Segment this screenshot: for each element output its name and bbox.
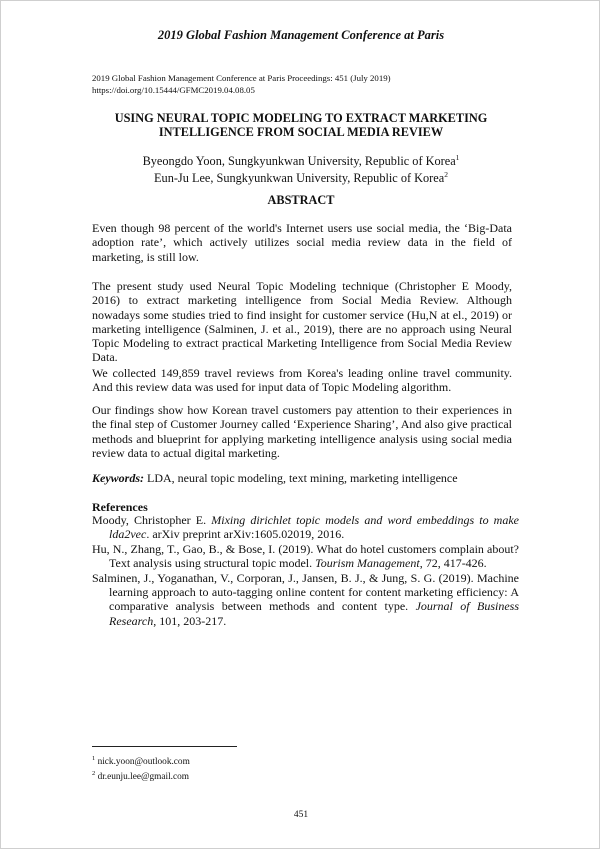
authors-block <box>81 151 521 185</box>
references-list <box>92 513 519 628</box>
reference-item: Salminen, J., Yoganathan, V., Corporan, J., Jansen, B. J., & Jung, S. G. (2019). Machine learning approach to auto-tagging online content for content marketing efficiency: A comparative analysis between methods and content type. Journal of Business Research, 101, 203-217. <box>92 570 519 628</box>
abstract-heading: ABSTRACT <box>267 193 335 207</box>
page-number: 451 <box>293 810 309 820</box>
keywords-label: Keywords: <box>92 471 144 485</box>
reference-item: Moody, Christopher E. Mixing dirichlet topic models and word embeddings to make lda2vec. arXiv preprint arXiv:1605.02019, 2016. <box>92 513 519 542</box>
proceedings-citation: 2019 Global Fashion Management Conference at Paris Proceedings: 451 (July 2019) https://doi.org/10.15444/GFMC2019.04.08.05 <box>92 73 391 95</box>
keywords-text: LDA, neural topic modeling, text mining, marketing intelligence <box>144 471 458 485</box>
abstract-paragraph-4: Our findings show how Korean travel customers pay attention to their experiences in the final step of Customer Journey called ‘Experience Sharing’, And also give practical methods and blueprint for applying marketing intelligence analysis using social media review data to actual digital marketing. <box>92 403 512 460</box>
keywords <box>92 471 512 486</box>
abstract-paragraph-3: We collected 149,859 travel reviews from Korea's leading online travel community. And this review data was used for input data of Topic Modeling algorithm. <box>92 366 512 395</box>
footnote-divider <box>92 746 237 747</box>
references-heading: References <box>92 500 148 514</box>
abstract-paragraph-2: The present study used Neural Topic Modeling technique (Christopher E Moody, 2016) to extract marketing intelligence from Social Media Review. Although nowadays some studies tried to find insight for customer service (Hu,N at el., 2019) or marketing intelligence (Salminen, J. et al., 2019), there are no approach using Neural Topic Modeling to extract practical Marketing Intelligence from Social Media Review Data. <box>92 279 512 365</box>
abstract-paragraph-1: Even though 98 percent of the world's Internet users use social media, the ‘Big-Data adoption rate’, which actively utilizes social media review data in the field of marketing, is still low. <box>92 221 512 264</box>
footnote-2: $^2$ dr.eunju.lee@gmail.com <box>92 770 190 783</box>
reference-item: Hu, N., Zhang, T., Gao, B., & Bose, I. (2019). What do hotel customers complain about? Text analysis using structural topic model. Tourism Management, 72, 417-426. <box>92 541 519 571</box>
author-1: Byeongdo Yoon, Sungkyunkwan University, Republic of Korea$^1$ <box>142 153 460 169</box>
paper-title <box>61 111 541 139</box>
author-2: Eun-Ju Lee, Sungkyunkwan University, Republic of Korea$^2$ <box>154 170 448 186</box>
footnote-1: $^1$ nick.yoon@outlook.com <box>92 755 190 768</box>
footnotes <box>92 753 190 783</box>
conference-header: 2019 Global Fashion Management Conference at Paris <box>157 28 445 42</box>
title-line-1: USING NEURAL TOPIC MODELING TO EXTRACT MARKETING <box>114 111 488 125</box>
title-line-2: INTELLIGENCE FROM SOCIAL MEDIA REVIEW <box>158 125 444 139</box>
